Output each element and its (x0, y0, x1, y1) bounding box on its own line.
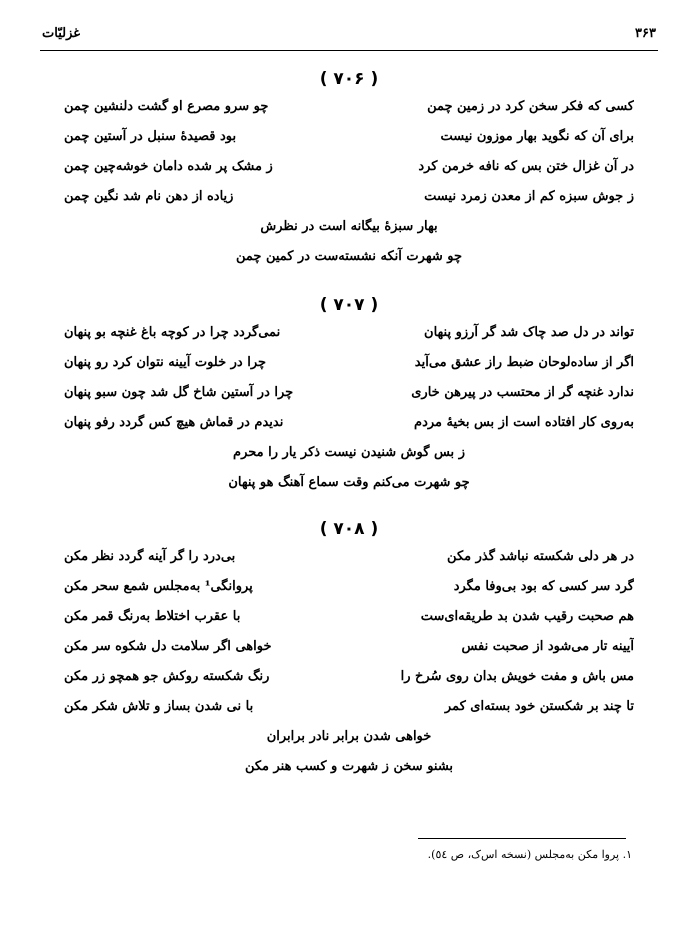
first-hemistich: هم صحبت رقیب شدن بد طریقه‌ای‌ست (420, 609, 634, 624)
couplet (64, 182, 634, 212)
closing-line: بهار سبزهٔ بیگانه است در نظرش (260, 219, 438, 234)
footnote: ۱. پروا مکن به‌مجلس (نسخه اس‌ک، ص ٥٤). (427, 848, 632, 861)
couplet (64, 602, 634, 632)
poem-block (64, 516, 634, 782)
poem-number: ( ۷۰۶ ) (319, 69, 379, 89)
first-hemistich: تواند در دل صد چاک شد گر آرزو پنهان (424, 325, 634, 340)
couplet (64, 632, 634, 662)
second-hemistich: نمی‌گردد چرا در کوچه باغ غنچه بو پنهان (64, 325, 281, 340)
first-hemistich: به‌روی کار افتاده است از بس بخیهٔ مردم (414, 415, 634, 430)
second-hemistich: خواهی اگر سلامت دل شکوه سر مکن (64, 639, 272, 654)
second-hemistich: ندیدم در قماش هیچ کس گردد رفو پنهان (64, 415, 284, 430)
second-hemistich: ز مشک پر شده دامان خوشه‌چین چمن (64, 159, 273, 174)
couplet (64, 408, 634, 438)
first-hemistich: ز جوش سبزه کم از معدن زمرد نیست (424, 189, 634, 204)
poem-number: ( ۷۰۷ ) (319, 295, 379, 315)
second-hemistich: بی‌درد را گر آینه گردد نظر مکن (64, 549, 236, 564)
first-hemistich: کسی که فکر سخن کرد در زمین چمن (427, 99, 634, 114)
second-hemistich: زیاده از دهن نام شد نگین چمن (64, 189, 234, 204)
first-hemistich: تا چند بر شکستن خود بسته‌ای کمر (444, 699, 634, 714)
running-header (42, 22, 656, 44)
second-hemistich: با عقرب اختلاط به‌رنگ قمر مکن (64, 609, 241, 624)
header-rule (40, 50, 658, 51)
second-hemistich: چرا در آستین شاخ گل شد چون سبو پنهان (64, 385, 294, 400)
closing-line: بشنو سخن ز شهرت و کسب هنر مکن (244, 759, 454, 774)
first-hemistich: در هر دلی شکسته نباشد گذر مکن (447, 549, 634, 564)
second-hemistich: رنگ شکسته روکش جو همچو زر مکن (64, 669, 270, 684)
second-hemistich: پروانگی¹ به‌مجلس شمع سحر مکن (64, 579, 253, 594)
first-hemistich: گرد سر کسی که بود بی‌وفا مگرد (453, 579, 634, 594)
poem-block (64, 292, 634, 498)
first-hemistich: مس باش و مفت خویش بدان روی سُرخ را (400, 669, 634, 684)
page-number: ۳۶۳ (635, 25, 656, 41)
couplet (64, 122, 634, 152)
poem-number: ( ۷۰۸ ) (319, 519, 379, 539)
first-hemistich: آیینه تار می‌شود از صحبت نفس (461, 639, 634, 654)
first-hemistich: برای آن که نگوید بهار موزون نیست (440, 129, 634, 144)
first-hemistich: اگر از ساده‌لوحان ضبط راز عشق می‌آید (414, 355, 634, 370)
closing-line: چو شهرت آنکه نشسته‌ست در کمین چمن (236, 249, 462, 264)
closing-line: چو شهرت می‌کنم وقت سماع آهنگ هو پنهان (228, 475, 470, 490)
second-hemistich: چو سرو مصرع او گشت دلنشین چمن (64, 99, 269, 114)
couplet (64, 318, 634, 348)
second-hemistich: چرا در خلوت آیینه نتوان کرد رو پنهان (64, 355, 267, 370)
poem-block (64, 66, 634, 272)
first-hemistich: ندارد غنچه گر از محتسب در پیرهن خاری (411, 385, 634, 400)
couplet (64, 152, 634, 182)
first-hemistich: در آن غزال ختن بس که نافه خرمن کرد (418, 159, 634, 174)
couplet (64, 378, 634, 408)
couplet (64, 542, 634, 572)
running-title: غزلیّات (42, 25, 81, 41)
couplet (64, 662, 634, 692)
footnote-rule (418, 838, 626, 839)
closing-line: ز بس گوش شنیدن نیست ذکر یار را محرم (233, 445, 465, 460)
couplet (64, 92, 634, 122)
couplet (64, 692, 634, 722)
closing-line: خواهی شدن برابر نادر برابران (266, 729, 432, 744)
couplet (64, 572, 634, 602)
second-hemistich: با نی شدن بساز و تلاش شکر مکن (64, 699, 254, 714)
second-hemistich: بود قصیدهٔ سنبل در آستین چمن (64, 129, 237, 144)
couplet (64, 348, 634, 378)
